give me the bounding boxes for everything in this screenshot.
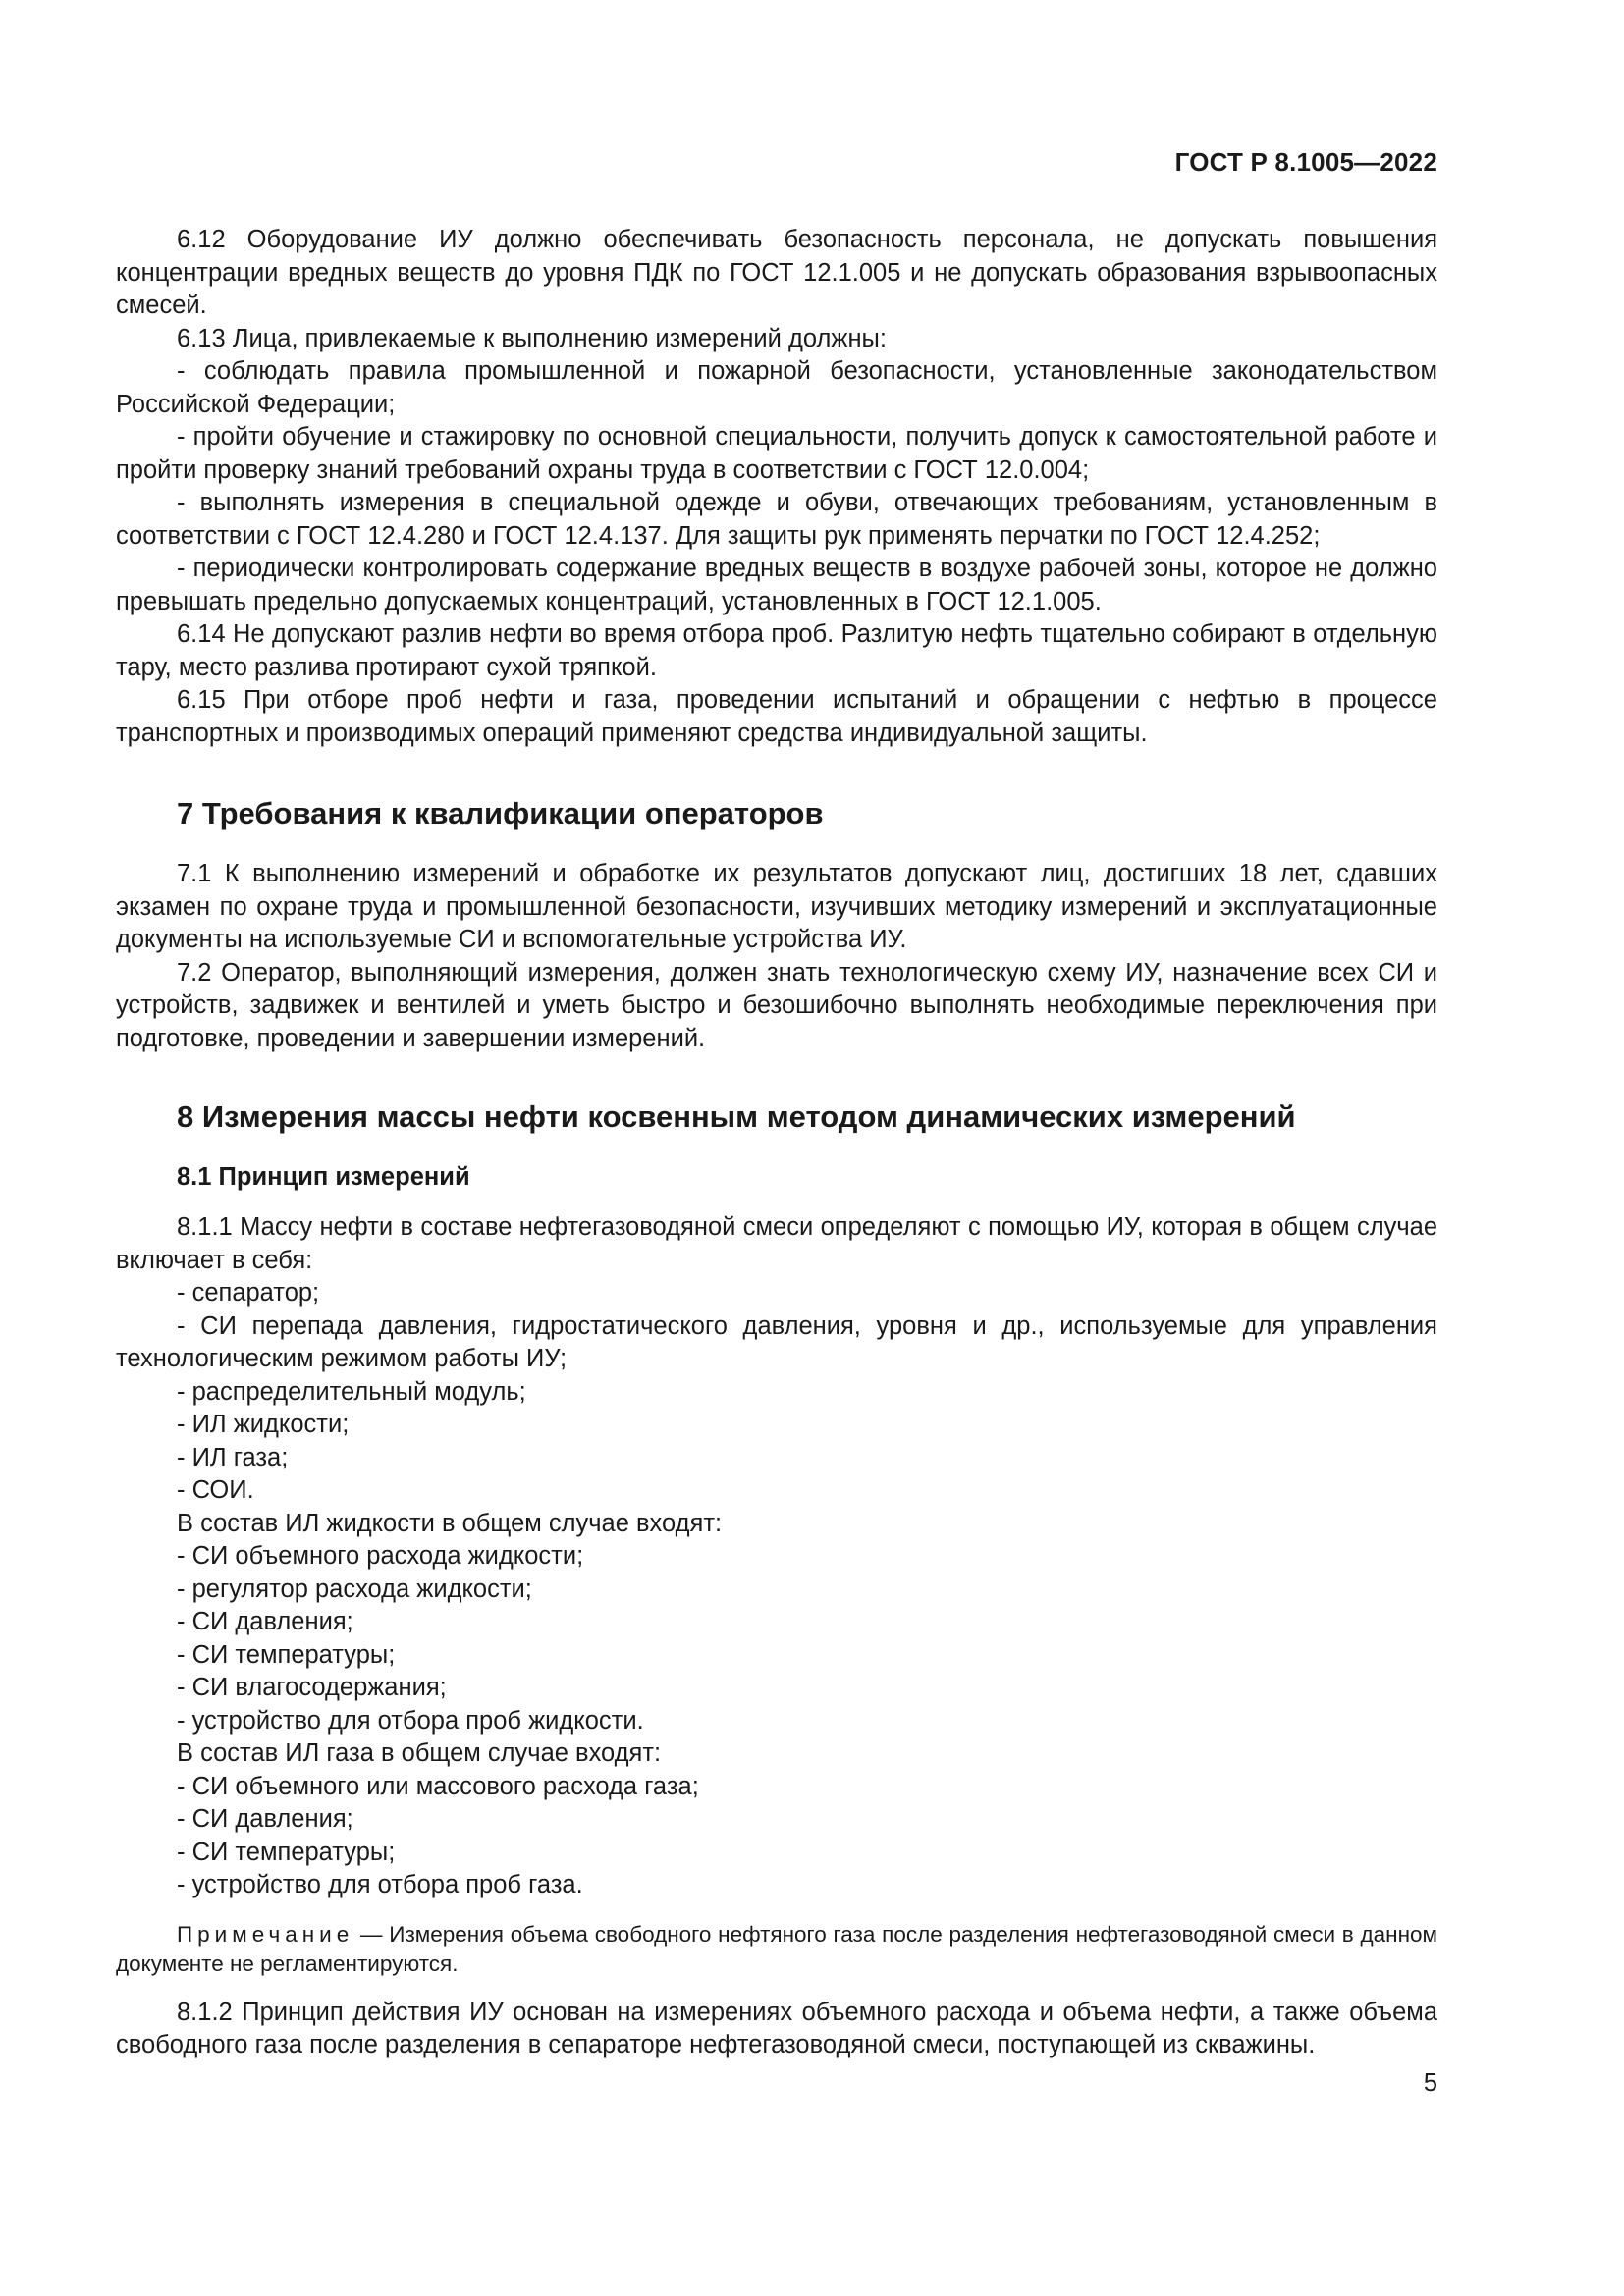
document-page	[116, 0, 1437, 2296]
list-item: - пройти обучение и стажировку по основной специальности, получить допуск к самостоятельной работе и пройти проверку знаний требований охраны труда в соответствии с ГОСТ 12.0.004;	[116, 423, 1437, 484]
list-item: - распределительный модуль;	[177, 1377, 526, 1406]
list-item: - СИ влагосодержания;	[177, 1674, 447, 1701]
list-item: - периодически контролировать содержание вредных веществ в воздухе рабочей зоны, которое не должно превышать предельно допускаемых концентраций, установленных в ГОСТ 12.1.005.	[116, 555, 1437, 615]
paragraph-8-1-2: 8.1.2 Принцип действия ИУ основан на измерениях объемного расхода и объема нефти, а также объема свободного газа после разделения в сепараторе нефтегазоводяной смеси, поступающей из скважины.	[116, 1998, 1437, 2058]
note-label: Примечание	[177, 1921, 354, 1947]
list-item: - СИ температуры;	[177, 1838, 396, 1866]
section-7-heading: 7 Требования к квалификации операторов	[177, 796, 824, 830]
paragraph-7-1: 7.1 К выполнению измерений и обработке их результатов допускают лиц, достигших 18 лет, сдавших экзамен по охране труда и промышленной безопасности, изучивших методику измерений и эксплуатационные документы на используемые СИ и вспомогательные устройства ИУ.	[116, 860, 1437, 953]
list-item: - СИ перепада давления, гидростатического давления, уровня и др., используемые для управления технологическим режимом работы ИУ;	[116, 1311, 1437, 1372]
list-item: - СИ объемного или массового расхода газа;	[177, 1772, 699, 1800]
list-item: - СИ давления;	[177, 1805, 353, 1833]
paragraph-6-13: 6.13 Лица, привлекаемые к выполнению измерений должны:	[177, 324, 887, 352]
document-code: ГОСТ Р 8.1005—2022	[1174, 147, 1437, 177]
list-item: - выполнять измерения в специальной одежде и обуви, отвечающих требованиям, установленным в соответствии с ГОСТ 12.4.280 и ГОСТ 12.4.137. Для защиты рук применять перчатки по ГОСТ 12.4.252;	[116, 489, 1437, 550]
list-item: - СОИ.	[177, 1476, 254, 1504]
paragraph-8-1-1: 8.1.1 Массу нефти в составе нефтегазоводяной смеси определяют с помощью ИУ, которая в общем случае включает в себя:	[116, 1213, 1437, 1274]
paragraph-7-2: 7.2 Оператор, выполняющий измерения, должен знать технологическую схему ИУ, назначение всех СИ и устройств, задвижек и вентилей и уметь быстро и безошибочно выполнять необходимые переключения при подготовке, проведении и завершении измерений.	[116, 958, 1437, 1052]
liquid-line-intro: В состав ИЛ жидкости в общем случае входят:	[177, 1509, 723, 1537]
paragraph-6-15: 6.15 При отборе проб нефти и газа, проведении испытаний и обращении с нефтью в процессе транспортных и производимых операций применяют средства индивидуальной защиты.	[116, 686, 1437, 747]
list-item: - СИ объемного расхода жидкости;	[177, 1542, 584, 1570]
section-8-heading: 8 Измерения массы нефти косвенным методом динамических измерений	[177, 1099, 1296, 1134]
list-item: - устройство для отбора проб газа.	[177, 1871, 583, 1898]
list-item: - СИ давления;	[177, 1608, 353, 1635]
paragraph-6-14: 6.14 Не допускают разлив нефти во время отбора проб. Разлитую нефть тщательно собирают в отдельную тару, место разлива протирают сухой тряпкой.	[116, 620, 1437, 681]
document-body	[116, 224, 1437, 2062]
list-item: - ИЛ жидкости;	[177, 1411, 350, 1438]
list-item: - ИЛ газа;	[177, 1443, 289, 1471]
page-number: 5	[1423, 2069, 1437, 2097]
list-item: - устройство для отбора проб жидкости.	[177, 1706, 644, 1735]
note-text: — Измерения объема свободного нефтяного газа после разделения нефтегазоводяной смеси в данном документе не регламентируются.	[116, 1921, 1437, 1976]
list-item: - сепаратор;	[177, 1279, 320, 1307]
paragraph-6-12: 6.12 Оборудование ИУ должно обеспечивать безопасность персонала, не допускать повышения концентрации вредных веществ до уровня ПДК по ГОСТ 12.1.005 и не допускать образования взрывоопасных смесей.	[116, 226, 1437, 319]
list-item: - регулятор расхода жидкости;	[177, 1575, 532, 1603]
gas-line-intro: В состав ИЛ газа в общем случае входят:	[177, 1739, 662, 1767]
list-item: - соблюдать правила промышленной и пожарной безопасности, установленные законодательством Российской Федерации;	[116, 357, 1437, 418]
subsection-8-1-heading: 8.1 Принцип измерений	[177, 1163, 470, 1191]
note	[116, 1920, 1437, 1979]
list-item: - СИ температуры;	[177, 1640, 396, 1669]
